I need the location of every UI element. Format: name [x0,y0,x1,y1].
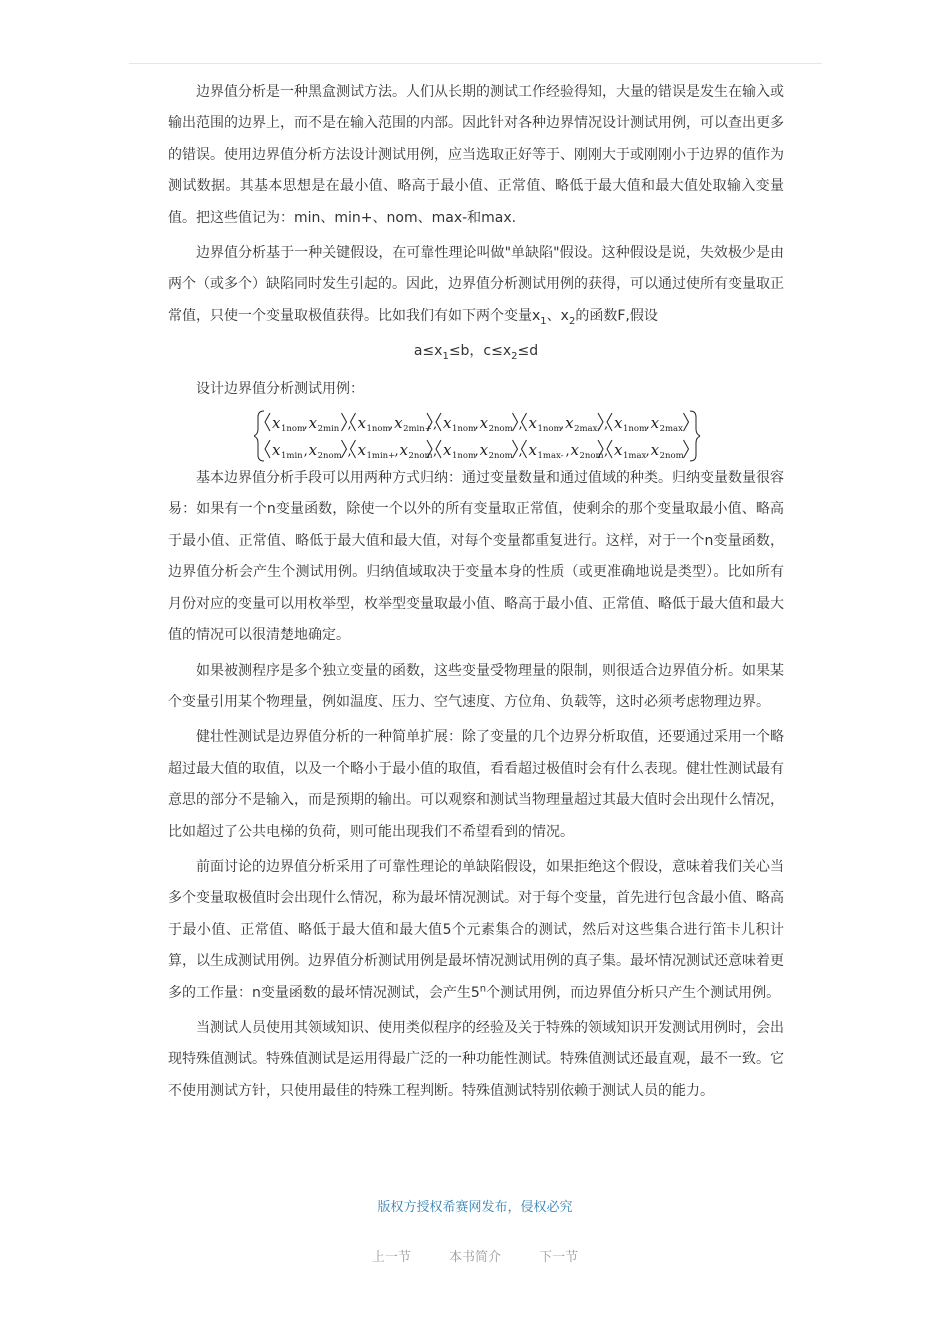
formula-part: ≤b，c≤x [448,343,512,360]
range-formula [168,336,784,367]
paragraph-design-cases: 设计边界值分析测试用例： [196,380,364,397]
variable-x: x [614,414,623,433]
comma: , [347,444,352,460]
chapter-navigation [0,1246,950,1265]
variable-subscript: 2nom [317,451,342,462]
variable-subscript: 1nom [623,424,648,435]
comma: , [433,417,438,433]
subscript: 1 [540,315,547,327]
paragraph-text: 的函数F,假设 [575,307,658,324]
variable-subscript: 1nom [366,424,391,435]
variable-x: x [528,441,537,460]
variable-subscript: 2nom [488,451,513,462]
variable-x: x [650,414,660,433]
variable-subscript: 2min+ [403,424,432,435]
variable-subscript: 1max- [537,451,564,462]
left-brace [254,411,264,461]
variable-x: x [357,441,366,460]
comma: , [394,444,399,460]
variable-x: x [479,441,489,460]
variable-x: x [308,441,318,460]
comma: , [433,444,438,460]
comma: , [565,444,570,460]
comma: , [474,444,479,460]
variable-subscript: 2min [317,424,340,435]
paragraph-worst-case [168,852,784,1009]
variable-subscript: 1nom [281,424,306,435]
formula-part: a≤x [413,343,443,360]
paragraph-basic-boundary: 基本边界值分析手段可以用两种方式归纳：通过变量数量和通过值域的种类。归纳变量数量很容易：如果有一个n变量函数，除使一个以外的所有变量取正常值，使剩余的那个变量取最小值、略高于最小值、正常值、略低于最大值和最大值，对每个变量都重复进行。这样，对于一个n变量函数，边界值分析会产生个测试用例。归纳值域取决于变量本身的性质（或更准确地说是类型）。比如所有月份对应的变量可以用枚举型，枚举型变量取最小值、略高于最小值、正常值、略低于最大值和最大值的情况可以很清楚地确定。 [168,470,784,644]
variable-subscript: 2max- [574,424,601,435]
variable-subscript: 1min+ [366,451,396,462]
paragraph-text: 前面讨论的边界值分析采用了可靠性理论的单缺陷假设，如果拒绝这个假设，意味着我们关心当多个变量取极值时会出现什么情况，称为最坏情况测试。对于每个变量，首先进行包含最小值、略高于最小值、正常值、略低于最大值和最大值5个元素集合的测试，然后对这些集合进行笛卡儿积计算，以生成测试用例。边界值分析测试用例是最坏情况测试用例的真子集。最坏情况测试还意味着更多的工作量：n变量函数的最坏情况测试，会产生5 [168,858,784,1001]
comma: , [560,417,565,433]
variable-subscript: 2max [659,424,683,435]
paragraph-robustness: 健壮性测试是边界值分析的一种简单扩展：除了变量的几个边界分析取值，还要通过采用一个略超过最大值的取值，以及一个略小于最小值的取值，看看超过极值时会有什么表现。健壮性测试最有意思的部分不是输入，而是预期的输出。可以观察和测试当物理量超过其最大值时会出现什么情况，比如超过了公共电梯的负荷，则可能出现我们不希望看到的情况。 [168,729,784,840]
article-body [168,77,784,1111]
variable-x: x [357,414,366,433]
variable-x: x [394,414,403,433]
angle-bracket-left [265,413,270,431]
variable-x: x [272,441,281,460]
variable-x: x [565,414,574,433]
paragraph-special-value: 当测试人员使用其领域知识、使用类似程序的经验及关于特殊的领域知识开发测试用例时，会出现特殊值测试。特殊值测试是运用得最广泛的一种功能性测试。特殊值测试还最直观，最不一致。它不使用测试方针，只使用最佳的特殊工程判断。特殊值测试特别依赖于测试人员的能力。 [168,1019,784,1099]
variable-subscript: 2nom [579,451,604,462]
test-case-set-svg [254,409,700,463]
comma: , [518,444,523,460]
variable-x: x [399,441,408,460]
top-divider [129,63,822,64]
subscript: 1 [442,351,449,363]
variable-subscript: 1max [623,451,647,462]
prev-section-link[interactable]: 上一节 [371,1250,411,1265]
subscript: 2 [511,351,518,363]
paragraph-boundary-intro: 边界值分析是一种黑盒测试方法。人们从长期的测试工作经验得知，大量的错误是发生在输入或输出范围的边界上，而不是在输入范围的内部。因此针对各种边界情况设计测试用例，可以查出更多的错误。使用边界值分析方法设计测试用例，应当选取正好等于、刚刚大于或刚刚小于边界的值作为测试数据。其基本思想是在最小值、略高于最小值、正常值、略低于最大值和最大值处取输入变量值。把这些值记为：min、min+、nom、max-和max. [168,84,784,226]
comma: , [604,444,609,460]
paragraph-single-fault [168,238,784,332]
comma: , [347,417,352,433]
book-intro-link[interactable]: 本书简介 [448,1250,501,1265]
comma: , [389,417,394,433]
angle-bracket-right [342,413,347,431]
copyright-notice: 版权方授权希赛网发布，侵权必究 [377,1200,573,1215]
variable-subscript: 2nom [408,451,433,462]
test-case-set-formula [168,409,784,463]
angle-bracket-right [684,413,689,431]
superscript: n [479,982,487,994]
variable-x: x [443,441,452,460]
angle-bracket-right [513,440,518,458]
comma: , [604,417,609,433]
variable-x: x [570,441,579,460]
comma: , [518,417,523,433]
variable-subscript: 1min [281,451,303,462]
paragraph-physical-quantities: 如果被测程序是多个独立变量的函数，这些变量受物理量的限制，则很适合边界值分析。如果某个变量引用某个物理量，例如温度、压力、空气速度、方位角、负载等，这时必须考虑物理边界。 [168,662,784,710]
comma: , [474,417,479,433]
paragraph-text: 边界值分析基于一种关键假设，在可靠性理论叫做"单缺陷"假设。这种假设是说，失效极少是由两个（或多个）缺陷同时发生引起的。因此，边界值分析测试用例的获得，可以通过使所有变量取正常值，只使一个变量取极值获得。比如我们有如下两个变量x [168,245,784,324]
comma: , [303,444,308,460]
formula-part: ≤d [517,343,539,360]
variable-subscript: 2nom [488,424,513,435]
variable-x: x [443,414,452,433]
variable-x: x [308,414,318,433]
variable-subscript: 1nom [452,451,477,462]
comma: , [645,444,650,460]
angle-bracket-right [684,440,689,458]
paragraph-text: 个测试用例，而边界值分析只产生个测试用例。 [486,984,781,1001]
variable-x: x [528,414,537,433]
variable-x: x [479,414,489,433]
variable-subscript: 2nom [659,451,684,462]
variable-subscript: 1nom [537,424,562,435]
comma: , [645,417,650,433]
right-brace [690,411,700,461]
subscript: 2 [568,315,576,327]
next-section-link[interactable]: 下一节 [539,1250,579,1265]
variable-x: x [272,414,281,433]
variable-x: x [614,441,623,460]
variable-x: x [650,441,660,460]
angle-bracket-left [265,440,270,458]
variable-subscript: 1nom [452,424,477,435]
comma: , [303,417,308,433]
paragraph-text: 、x [546,307,569,324]
angle-bracket-right [342,440,347,458]
angle-bracket-right [513,413,518,431]
